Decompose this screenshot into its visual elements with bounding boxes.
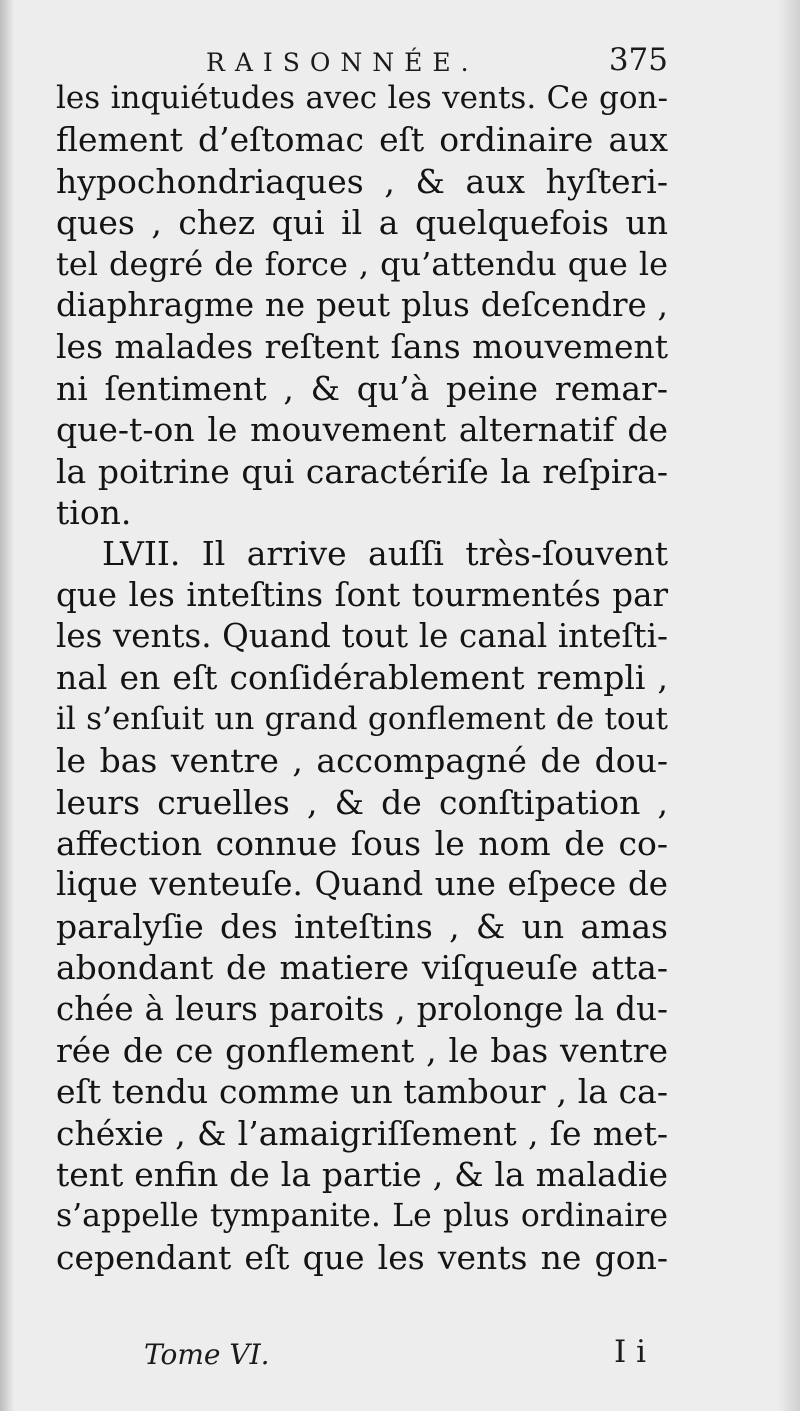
text-line: que les inteſtins ſont tourmentés par — [56, 575, 668, 614]
text-line: ques , chez qui il a quelquefois un — [56, 203, 668, 243]
text-line: il s’enſuit un grand gonflement de tout — [56, 700, 668, 737]
text-line: le bas ventre , accompagné de dou- — [56, 741, 668, 781]
text-line: nal en eſt conſidérablement rempli , — [56, 658, 668, 698]
body-text — [56, 78, 668, 1278]
text-line: tent enfin de la partie , & la maladie — [56, 1155, 668, 1195]
text-line: hypochondriaques , & aux hyſteri- — [56, 161, 668, 201]
text-line: abondant de matiere viſqueuſe atta- — [56, 948, 668, 988]
text-line: s’appelle tympanite. Le plus ordinaire — [56, 1197, 668, 1234]
text-line: tion. — [56, 492, 132, 532]
text-line: chéxie , & l’amaigriſſement , ſe met- — [56, 1113, 668, 1153]
text-line: ni ſentiment , & qu’à peine remar- — [56, 368, 668, 408]
text-line: les inquiétudes avec les vents. Ce gon- — [56, 80, 668, 116]
page-number: 375 — [608, 42, 668, 78]
section-start-line: LVII. Il arrive auſſi très-ſouvent — [102, 534, 668, 574]
page-footer — [56, 1334, 668, 1378]
text-line: cependant eſt que les vents ne gon- — [56, 1237, 668, 1277]
text-line: flement d’eſtomac eſt ordinaire aux — [56, 120, 668, 160]
text-line: rée de ce gonflement , le bas ventre — [56, 1030, 668, 1070]
running-head-title: RAISONNÉE. — [206, 48, 479, 77]
text-line: eſt tendu comme un tambour , la ca- — [56, 1072, 668, 1112]
text-line: tel degré de force , qu’attendu que le — [56, 244, 668, 283]
volume-signature: Tome VI. — [144, 1338, 270, 1371]
text-line: chée à leurs paroits , prolonge la du- — [56, 989, 668, 1028]
text-line: diaphragme ne peut plus deſcendre , — [56, 285, 668, 324]
gathering-mark: I i — [613, 1334, 646, 1370]
text-line: lique venteuſe. Quand une eſpece de — [56, 865, 668, 904]
text-line: affection connue ſous le nom de co- — [56, 824, 668, 864]
text-line: que-t-on le mouvement alternatif de — [56, 410, 668, 450]
text-line: paralyſie des inteſtins , & un amas — [56, 906, 668, 946]
text-line: leurs cruelles , & de conſtipation , — [56, 782, 668, 822]
text-line: les vents. Quand tout le canal inteſti- — [56, 617, 668, 656]
text-line: les malades reſtent ſans mouvement — [56, 327, 668, 367]
text-line: la poitrine qui caractériſe la reſpira- — [56, 451, 668, 491]
